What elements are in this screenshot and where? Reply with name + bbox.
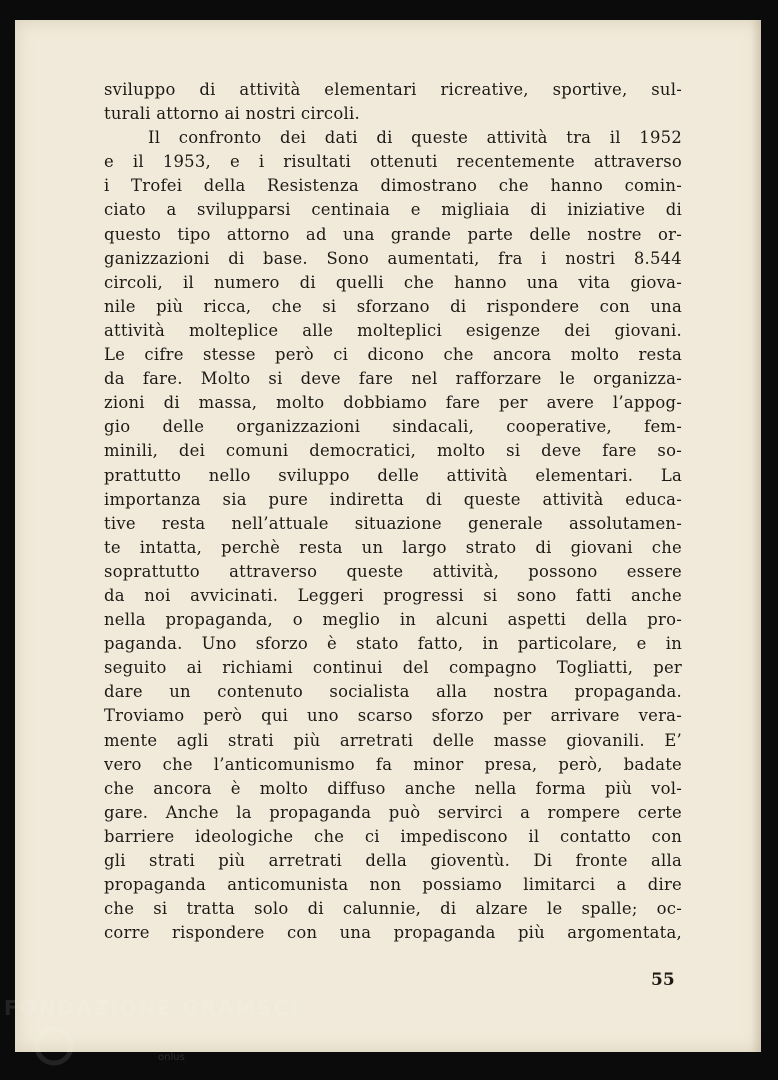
text-line: che ancora è molto diffuso anche nella forma più vol- [104,778,682,798]
text-line: i Trofei della Resistenza dimostrano che hanno comin- [104,176,682,196]
text-line: e il 1953, e i risultati ottenuti recentemente attraverso [104,152,682,172]
text-line: ciato a svilupparsi centinaia e migliaia di iniziative di [104,200,682,220]
text-line: dare un contenuto socialista alla nostra propaganda. [104,682,682,702]
text-line: vero che l’anticomunismo fa minor presa, però, badate [104,754,682,774]
text-line: importanza sia pure indiretta di queste attività educa- [104,489,682,509]
text-line: ganizzazioni di base. Sono aumentati, fra i nostri 8.544 [104,248,682,268]
text-line: che si tratta solo di calunnie, di alzare le spalle; oc- [104,899,682,919]
watermark-logo-icon [32,1024,76,1068]
text-line: zioni di massa, molto dobbiamo fare per avere l’appog- [104,393,682,413]
text-line: gare. Anche la propaganda può servirci a rompere certe [104,802,682,822]
text-line: nile più ricca, che si sforzano di rispondere con una [104,296,682,316]
text-line: sviluppo di attività elementari ricreative, sportive, sul- [104,80,682,99]
text-line: propaganda anticomunista non possiamo limitarci a dire [104,875,682,895]
text-line: nella propaganda, o meglio in alcuni aspetti della pro- [104,610,682,630]
body-text [104,78,682,945]
page-number: 55 [651,970,675,990]
text-line: turali attorno ai nostri circoli. [104,104,360,124]
text-line: da fare. Molto si deve fare nel rafforzare le organizza- [104,369,682,389]
text-line: tive resta nell’attuale situazione generale assolutamen- [104,513,682,533]
watermark-text: FONDAZIONE GRAMSCI [4,996,300,1020]
text-line: minili, dei comuni democratici, molto si deve fare so- [104,441,682,461]
text-line: questo tipo attorno ad una grande parte delle nostre or- [104,224,682,244]
text-line: gio delle organizzazioni sindacali, cooperative, fem- [104,417,682,437]
text-line: gli strati più arretrati della gioventù. Di fronte alla [104,851,682,870]
watermark-subtext: onlus [158,1052,185,1063]
text-line: barriere ideologiche che ci impediscono il contatto con [104,826,682,846]
text-line: Il confronto dei dati di queste attività tra il 1952 [148,128,682,148]
text-line: corre rispondere con una propaganda più argomentata, [104,923,682,943]
text-line: Troviamo però qui uno scarso sforzo per arrivare vera- [104,706,682,726]
text-line: mente agli strati più arretrati delle masse giovanili. E’ [104,730,682,750]
text-line: paganda. Uno sforzo è stato fatto, in particolare, e in [104,634,682,654]
text-line: seguito ai richiami continui del compagno Togliatti, per [104,658,682,678]
text-line: Le cifre stesse però ci dicono che ancora molto resta [104,345,682,365]
text-line: te intatta, perchè resta un largo strato di giovani che [104,537,682,557]
page-edge-shadow [751,20,761,1052]
text-line: da noi avvicinati. Leggeri progressi si sono fatti anche [104,585,682,605]
book-page [15,20,761,1052]
text-line: soprattutto attraverso queste attività, possono essere [104,561,682,581]
text-line: prattutto nello sviluppo delle attività elementari. La [104,465,682,485]
text-line: circoli, il numero di quelli che hanno una vita giova- [104,272,682,292]
text-line: attività molteplice alle molteplici esigenze dei giovani. [104,320,682,340]
